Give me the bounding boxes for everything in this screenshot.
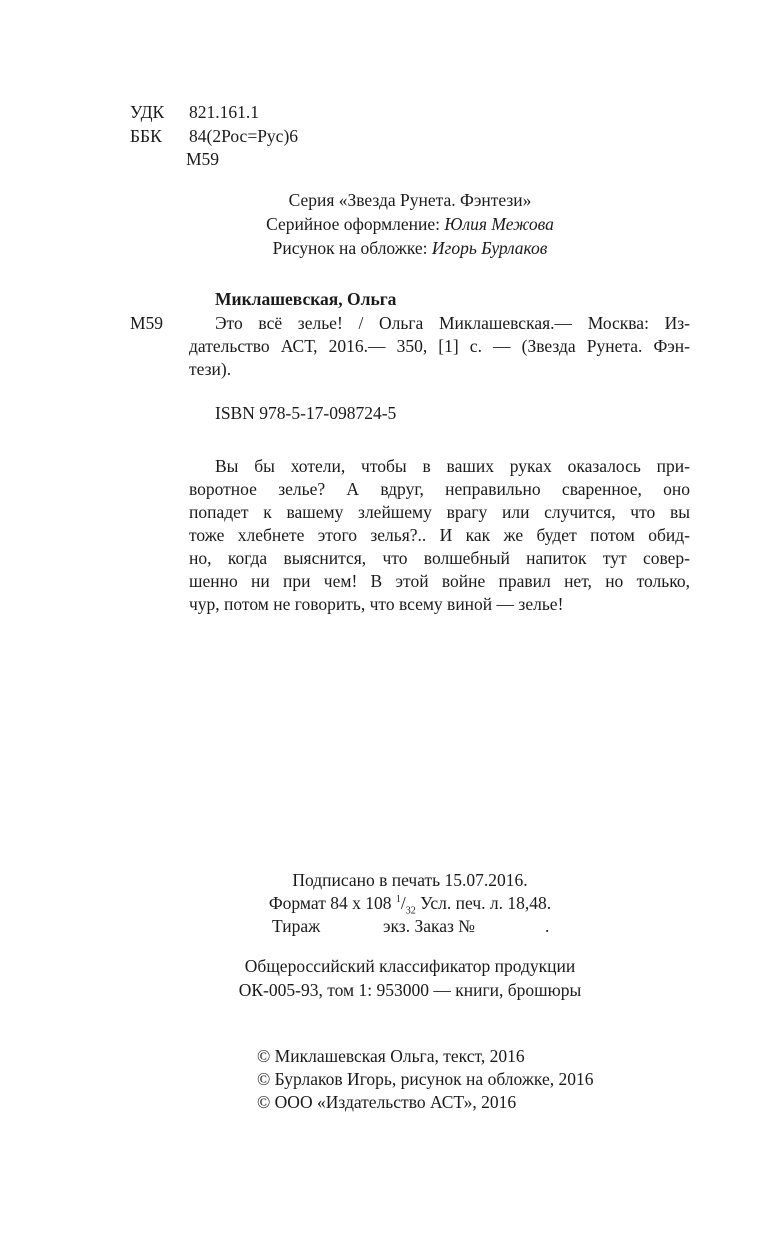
annotation-line: попадет к вашему злейшему врагу или случится, что вы — [189, 502, 690, 522]
format-prefix: Формат 84 х 108 — [268, 893, 396, 913]
order-period: . — [545, 916, 550, 936]
record-line: тези). — [189, 359, 232, 379]
series-design — [40, 213, 768, 236]
udk-value: 821.161.1 — [189, 102, 259, 122]
format-den: 32 — [405, 905, 416, 917]
isbn: ISBN 978-5-17-098724-5 — [215, 403, 397, 423]
udk-label: УДК — [130, 102, 165, 122]
cover-label: Рисунок на обложке: — [272, 238, 432, 258]
annotation-line: воротное зелье? А вдруг, неправильно сваренное, оно — [189, 479, 690, 499]
annotation-line: Вы бы хотели, чтобы в ваших руках оказалось при- — [215, 456, 690, 476]
format-num: 1 — [395, 894, 401, 906]
print-run-label: Тираж — [272, 916, 321, 936]
author-mark: М59 — [186, 149, 220, 169]
copies-order-label: экз. Заказ № — [383, 916, 475, 936]
signed-date: Подписано в печать 15.07.2016. — [292, 870, 528, 890]
classifier-line: ОК-005-93, том 1: 953000 — книги, брошюры — [238, 980, 582, 1000]
format-line: Формат 84 х 108 $^1/_{32}$ Усл. печ. л. 18,48. — [268, 893, 552, 917]
annotation-line: чур, потом не говорить, что всему виной — зелье! — [189, 594, 564, 614]
cover-art — [40, 237, 768, 260]
classifier-line: Общероссийский классификатор продукции — [244, 956, 576, 976]
record-line: дательство АСТ, 2016.— 350, [1] с. — (Звезда Рунета. Фэн- — [189, 336, 690, 356]
copyright-line: © ООО «Издательство АСТ», 2016 — [257, 1092, 517, 1112]
record-mark: М59 — [130, 313, 164, 333]
bbk-label: ББК — [130, 126, 162, 146]
record-line: Это всё зелье! / Ольга Миклашевская.— Москва: Из- — [215, 313, 690, 333]
format-suffix: Усл. печ. л. 18,48. — [415, 893, 552, 913]
record-author: Миклашевская, Ольга — [215, 289, 397, 309]
bbk-value: 84(2Рос=Рус)6 — [189, 126, 299, 146]
series-line: Серия «Звезда Рунета. Фэнтези» — [288, 190, 532, 210]
design-name: Юлия Межова — [444, 214, 554, 234]
annotation-line: тоже хлебнете этого зелья?.. И как же будет потом обид- — [189, 525, 690, 545]
copyright-line: © Бурлаков Игорь, рисунок на обложке, 2016 — [257, 1069, 594, 1089]
design-label: Серийное оформление: — [266, 214, 445, 234]
copyright-line: © Миклашевская Ольга, текст, 2016 — [257, 1046, 525, 1066]
annotation-line: но, когда выяснится, что волшебный напиток тут совер- — [189, 548, 690, 568]
annotation-line: шенно ни при чем! В этой войне правил нет, но только, — [189, 571, 690, 591]
cover-name: Игорь Бурлаков — [431, 238, 548, 258]
